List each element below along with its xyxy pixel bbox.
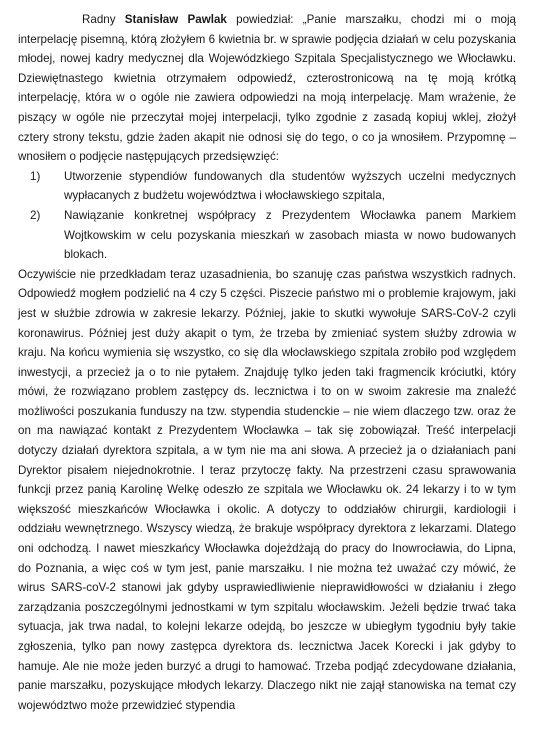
list-item: [30, 167, 516, 206]
list-item-text: Utworzenie stypendiów fundowanych dla studentów wyższych uczelni medycznych wypłacanych z budżetu województwa i włocławskiego szpitala,: [64, 169, 516, 203]
proposals-list: [18, 167, 516, 265]
list-item: [30, 206, 516, 265]
opening-paragraph-text: powiedział: „Panie marszałku, chodzi mi o moją interpelację pisemną, którą złożyłem 6 kwietnia br. w sprawie podjęcia działań w celu pozyskania młodej, nowej kadry medycznej dla Wojewódzkiego Szpitala Specjalistycznego we Włocławku. Dziewiętnastego kwietnia otrzymałem odpowiedź, czterostronicową na tę moją krótką interpelację, która w o ogóle nie zawiera odpowiedzi na moją interpelację. Mam wrażenie, że piszący w ogóle nie przeczytał mojej interpelacji, tylko zgodnie z zasadą kopiuj wklej, złożył cztery strony tekstu, gdzie żaden akapit nie odnosi się do tego, o co ja wnosiłem. Przypomnę – wnosiłem o podjęcie następujących przedsięwzięć:: [18, 13, 516, 164]
list-item-text: Nawiązanie konkretnej współpracy z Prezydentem Włocławka panem Markiem Wojtkowskim w celu pozyskania mieszkań w zasobach miasta w nowo budowanych blokach.: [64, 208, 516, 262]
list-item-number: 2): [30, 208, 41, 222]
opening-paragraph: [18, 10, 516, 167]
lead-word: Radny: [82, 13, 116, 26]
list-item-number: 1): [30, 169, 41, 183]
main-paragraph: Oczywiście nie przedkładam teraz uzasadnienia, bo szanuję czas państwa wszystkich radnych. Odpowiedź mogłem podzielić na 4 czy 5 części. Piszecie państwo mi o problemie krajowym, jaki jest w służbie zdrowia w zakresie lekarzy. Później, jakie to skutki wywołuje SARS-CoV-2 czyli koronawirus. Później jest duży akapit o tym, że trzeba by zmieniać system służby zdrowia w kraju. Na końcu wymienia się wszystko, co się dla włocławskiego szpitala zrobiło pod względem inwestycji, a przecież ja o to nie pytałem. Znajduję tylko jeden taki fragmencik króciutki, który mówi, że rozwiązano problem zastępcy ds. lecznictwa i to on w swoim zakresie ma znaleźć możliwości poszukania funduszy na tzw. stypendia studenckie – nie wiem dlaczego tzw. oraz że on ma nawiązać kontakt z Prezydentem Włocławka – tak się zobowiązał. Treść interpelacji dotyczy działań dyrektora szpitala, a w tym nie ma ani słowa. A przecież ja o działaniach pani Dyrektor pisałem niejednokrotnie. I teraz przytoczę fakty. Na przestrzeni czasu sprawowania funkcji przez panią Karolinę Welkę odeszło ze szpitala we Włocławku ok. 24 lekarzy i to w tym większość mieszkańców Włocławka i okolic. A dotyczy to oddziałów chirurgii, kardiologii i oddziału wewnętrznego. Wszyscy wiedzą, że brakuje współpracy dyrektora z lekarzami. Dlatego oni odchodzą. I nawet mieszkańcy Włocławka dojeżdżają do pracy do Inowrocławia, do Lipna, do Poznania, a więc coś w tym jest, panie marszałku. I nie można też uważać czy mówić, że wirus SARS-coV-2 stanowi jak gdyby usprawiedliwienie nieprawidłowości w działaniu i złego zarządzania poszczególnymi jednostkami w tym szpitalu włocławskim. Jeżeli będzie trwać taka sytuacja, jak trwa nadal, to kolejni lekarze odejdą, bo jeszcze w ubiegłym tygodniu były takie zgłoszenia, tylko pan nowy zastępca dyrektora ds. lecznictwa Jacek Korecki i jak gdyby to hamuje. Ale nie może jeden burzyć a drugi to hamować. Trzeba podjąć zdecydowane działania, panie marszałku, pozyskujące młodych lekarzy. Dlaczego nikt nie zajął stanowiska na temat czy województwo może przewidzieć stypendia: [18, 267, 516, 712]
speaker-name: Stanisław Pawlak: [124, 13, 227, 26]
